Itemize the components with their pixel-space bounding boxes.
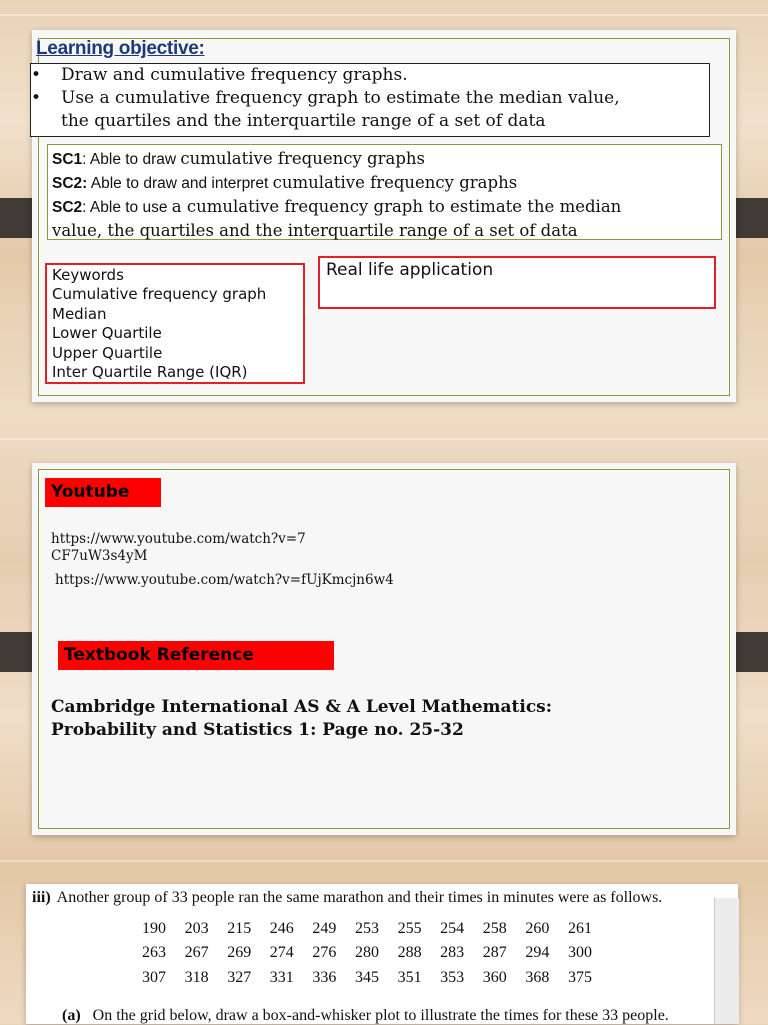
binder-tab-right (732, 198, 768, 238)
question-part (62, 1007, 669, 1025)
part-text: On the grid below, draw a box-and-whisker plot to illustrate the times for these 33 people. (92, 1007, 669, 1024)
youtube-label: Youtube (45, 478, 161, 507)
objectives-box (30, 63, 710, 137)
part-label: (a) (62, 1007, 81, 1024)
keyword-item: Inter Quartile Range (IQR) (52, 363, 248, 382)
question-text: Another group of 33 people ran the same marathon and their times in minutes were as follows. (56, 889, 663, 906)
slide-question (26, 884, 738, 1024)
keyword-item: Lower Quartile (52, 324, 162, 343)
bullet: • (31, 65, 42, 85)
reference-line: Cambridge International AS & A Level Mathematics: (51, 697, 553, 717)
textbook-reference (51, 696, 552, 742)
bullet: • (31, 88, 42, 108)
slide-learning-objective (32, 30, 736, 402)
real-life-application-box: Real life application (318, 256, 716, 309)
success-criterion: SC2: Able to draw and interpret cumulative frequency graphs (52, 173, 518, 192)
success-criterion-continued: value, the quartiles and the interquartile range of a set of data (52, 221, 578, 240)
question-heading (32, 889, 662, 907)
background-stripe (0, 438, 768, 440)
times-row: 190 203 215 246 249 253 255 254 258 260 261 (142, 920, 592, 937)
success-criterion: SC2: Able to use a cumulative frequency graph to estimate the median (52, 197, 622, 216)
keywords-box (45, 263, 305, 384)
keyword-item: Cumulative frequency graph (52, 285, 267, 304)
slide-resources (32, 463, 736, 835)
times-row: 263 267 269 274 276 280 288 283 287 294 300 (142, 944, 592, 961)
keyword-item: Upper Quartile (52, 343, 163, 362)
keyword-item: Median (52, 304, 107, 323)
youtube-link[interactable]: https://www.youtube.com/watch?v=fUjKmcjn6w4 (55, 572, 394, 588)
success-criteria-box (47, 144, 722, 240)
background-stripe (0, 14, 768, 16)
background-stripe (0, 860, 768, 862)
keywords-heading: Keywords (52, 266, 124, 284)
slide-edge (714, 898, 739, 1024)
learning-objective-title: Learning objective: (36, 38, 205, 59)
objective-item-continued: the quartiles and the interquartile range of a set of data (61, 111, 546, 131)
question-number: iii) (32, 889, 51, 906)
times-row: 307 318 327 331 336 345 351 353 360 368 375 (142, 969, 592, 986)
objective-item: • Use a cumulative frequency graph to estimate the median value, (31, 88, 620, 108)
objective-item: • Draw and cumulative frequency graphs. (31, 65, 408, 85)
binder-tab-left (0, 198, 36, 238)
objectives-list (31, 64, 709, 133)
reference-line: Probability and Statistics 1: Page no. 25-32 (51, 720, 464, 740)
textbook-reference-label: Textbook Reference (58, 641, 334, 670)
success-criterion: SC1: Able to draw cumulative frequency graphs (52, 149, 425, 168)
youtube-link[interactable]: https://www.youtube.com/watch?v=7CF7uW3s4yM (51, 531, 306, 564)
